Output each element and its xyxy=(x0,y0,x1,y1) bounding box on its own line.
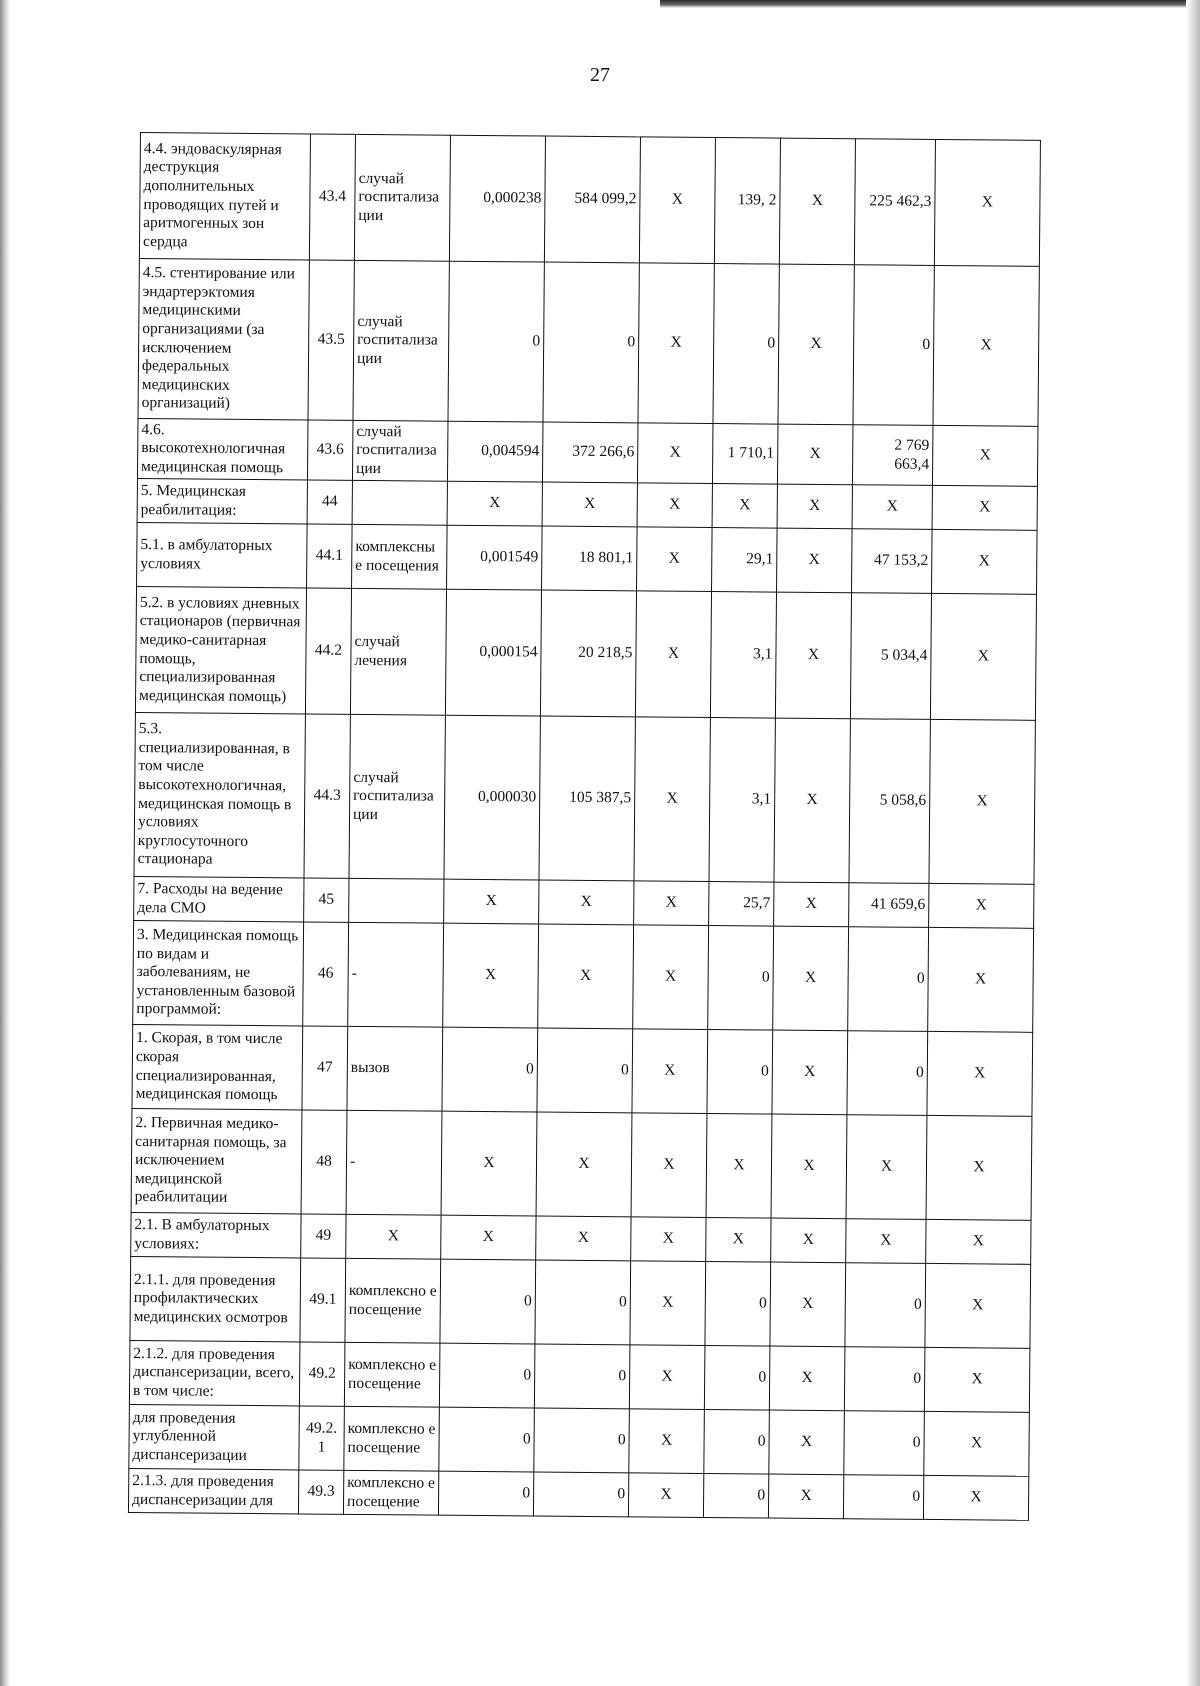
cell-value: X xyxy=(639,137,715,264)
cell-value: X xyxy=(631,1113,707,1218)
cell-value: X xyxy=(933,265,1039,426)
cell-value: 0,000154 xyxy=(445,589,541,716)
cell-value: 25,7 xyxy=(709,881,774,926)
cell-name: 5.1. в амбулаторных условиях xyxy=(137,522,308,587)
cell-value: X xyxy=(772,1030,848,1115)
cell-value: X xyxy=(846,1219,926,1264)
cell-value: 0 xyxy=(708,925,774,1030)
cell-value: 0 xyxy=(543,262,639,423)
cell-name: 1. Скорая, в том числе скорая специализированная, медицинская помощь xyxy=(132,1024,303,1109)
cell-unit: - xyxy=(346,1110,442,1215)
cell-value: 225 462,3 xyxy=(854,139,935,266)
cell-value: X xyxy=(542,482,637,527)
table-row xyxy=(128,1468,1028,1520)
cell-value: X xyxy=(536,1112,632,1217)
cell-code: 48 xyxy=(301,1110,347,1214)
cell-value: 0 xyxy=(703,1473,768,1518)
cell-code: 46 xyxy=(303,922,349,1026)
cell-code: 44.2 xyxy=(305,588,351,714)
cell-unit xyxy=(349,878,444,923)
cell-code: 43.4 xyxy=(309,134,355,260)
cell-value: 29,1 xyxy=(712,528,778,593)
cell-value: X xyxy=(775,592,851,719)
cell-value: X xyxy=(777,528,853,593)
cell-value: X xyxy=(712,484,777,529)
cell-value: 0 xyxy=(534,1344,630,1409)
cell-value: X xyxy=(637,527,713,592)
cell-code: 45 xyxy=(304,878,349,922)
cell-name: 5. Медицинская реабилитация: xyxy=(137,478,307,523)
cell-value: X xyxy=(929,883,1034,928)
cell-code: 43.5 xyxy=(308,260,354,420)
cell-unit: комплексно е посещение xyxy=(343,1470,438,1515)
cell-value: X xyxy=(768,1474,843,1519)
cell-value: X xyxy=(924,1347,1030,1412)
cell-value: X xyxy=(774,882,849,927)
cell-value: 0 xyxy=(847,1031,928,1116)
cell-name: для проведения углубленной диспансеризации xyxy=(129,1404,300,1469)
cell-value: X xyxy=(632,1029,708,1114)
cell-value: 0 xyxy=(448,261,544,422)
cell-name: 2.1.3. для проведения диспансеризации для xyxy=(128,1468,298,1513)
cell-code: 49.2 xyxy=(299,1342,345,1406)
table-row xyxy=(137,478,1037,530)
cell-value: X xyxy=(929,719,1035,884)
cell-value: X xyxy=(539,880,634,925)
table-row xyxy=(130,1256,1031,1348)
cell-name: 7. Расходы на ведение дела СМО xyxy=(134,876,304,921)
cell-name: 5.2. в условиях дневных стационаров (первичная медико-санитарная помощь, специализированная медицинская помощь) xyxy=(135,586,306,713)
cell-value: X xyxy=(634,881,709,926)
cell-value: 0,000238 xyxy=(449,135,545,262)
cell-value: X xyxy=(932,425,1038,486)
cell-value: 139, 2 xyxy=(714,138,780,265)
cell-value: 3,1 xyxy=(709,718,775,883)
table-row xyxy=(134,876,1034,928)
table-container xyxy=(128,132,1040,1521)
cell-value: X xyxy=(629,1345,705,1410)
cell-value: X xyxy=(769,1346,845,1411)
cell-value: X xyxy=(771,1114,847,1219)
table-row xyxy=(129,1404,1030,1476)
cell-code: 47 xyxy=(302,1026,348,1110)
cell-value: 0 xyxy=(844,1411,925,1476)
cell-value: X xyxy=(447,481,542,526)
cell-value: X xyxy=(777,484,852,529)
cell-value: 20 218,5 xyxy=(540,590,636,717)
cell-name: 3. Медицинская помощь по видам и заболеваниям, не установленным базовой программой: xyxy=(133,920,304,1025)
cell-value: 0 xyxy=(845,1263,926,1348)
cell-value: X xyxy=(930,593,1036,720)
cell-value: 1 710,1 xyxy=(712,424,778,485)
cell-value: 2 769 663,4 xyxy=(852,425,933,486)
cell-value: 0 xyxy=(537,1028,633,1113)
cell-unit: - xyxy=(348,922,444,1027)
scan-shadow-top xyxy=(660,0,1200,8)
cell-unit: комплексны е посещения xyxy=(352,524,448,589)
cell-value: X xyxy=(771,1218,846,1263)
cell-value: 47 153,2 xyxy=(852,529,933,594)
cell-value: X xyxy=(638,263,714,424)
cell-name: 2.1.1. для проведения профилактических медицинских осмотров xyxy=(130,1256,301,1341)
cell-code: 49.3 xyxy=(298,1470,343,1514)
scan-shadow-left xyxy=(0,0,10,1686)
cell-value: 0 xyxy=(713,264,779,425)
cell-value: X xyxy=(769,1410,845,1475)
cell-value: X xyxy=(443,923,539,1028)
table-row xyxy=(137,522,1038,594)
cell-name: 5.3. специализированная, в том числе высокотехнологичная, медицинская помощь в условиях круглосуточного стационара xyxy=(134,712,305,877)
cell-value: 0,001549 xyxy=(447,525,543,590)
cell-value: 0 xyxy=(844,1347,925,1412)
cell-name: 4.5. стентирование или эндартерэктомия медицинскими организациями (за исключением федеральных медицинских организаций) xyxy=(138,258,309,419)
table-row xyxy=(137,418,1037,486)
cell-value: 0,000030 xyxy=(444,715,540,880)
cell-value: X xyxy=(634,717,710,882)
cell-value: 0,004594 xyxy=(447,421,543,482)
cell-value: X xyxy=(926,1219,1031,1264)
cell-name: 2.1.2. для проведения диспансеризации, всего, в том числе: xyxy=(129,1340,300,1405)
cell-value: 18 801,1 xyxy=(542,526,638,591)
cell-code: 49.1 xyxy=(300,1258,346,1342)
cell-value: 0 xyxy=(704,1345,770,1410)
cell-value: 372 266,6 xyxy=(542,422,638,483)
cell-name: 4.6. высокотехнологичная медицинская помощь xyxy=(137,418,308,479)
cell-code: 44 xyxy=(307,480,352,524)
cell-value: 0 xyxy=(704,1409,770,1474)
cell-value: X xyxy=(924,1411,1030,1476)
cell-value: 5 058,6 xyxy=(849,719,930,884)
cell-value: 3,1 xyxy=(710,592,776,719)
cell-value: X xyxy=(629,1409,705,1474)
cell-value: X xyxy=(630,1261,706,1346)
cell-unit: случай госпитализа ции xyxy=(352,420,448,481)
cell-value: X xyxy=(932,485,1037,530)
cell-value: X xyxy=(928,927,1034,1032)
cell-value: 0 xyxy=(534,1408,630,1473)
table-row xyxy=(129,1340,1030,1412)
cell-value: 0 xyxy=(438,1471,533,1516)
cell-value: 584 099,2 xyxy=(544,136,640,263)
cell-value: X xyxy=(777,424,853,485)
table-row xyxy=(131,1108,1032,1220)
cell-code: 43.6 xyxy=(307,420,353,480)
cell-value: X xyxy=(706,1217,771,1262)
cell-value: X xyxy=(536,1216,631,1261)
cell-unit: комплексно е посещение xyxy=(344,1342,440,1407)
cell-value: X xyxy=(628,1473,703,1518)
table-row xyxy=(131,1212,1031,1264)
cell-value: 105 387,5 xyxy=(539,716,635,881)
cell-value: X xyxy=(635,591,711,718)
cell-value: X xyxy=(441,1111,537,1216)
table-row xyxy=(133,920,1034,1032)
cell-value: 0 xyxy=(853,265,934,426)
cell-value: X xyxy=(932,529,1038,594)
cell-value: X xyxy=(706,1113,772,1218)
cell-unit: случай лечения xyxy=(350,588,446,715)
cell-code: 49.2. 1 xyxy=(299,1406,345,1470)
cell-name: 4.4. эндоваскулярная деструкция дополнительных проводящих путей и аритмогенных зон сердца xyxy=(139,133,310,260)
tariff-table xyxy=(128,132,1041,1521)
cell-value: 0 xyxy=(439,1407,535,1472)
cell-code: 49 xyxy=(301,1214,346,1258)
cell-value: X xyxy=(779,138,855,265)
cell-name: 2.1. В амбулаторных условиях: xyxy=(131,1212,301,1257)
cell-unit: комплексно е посещение xyxy=(344,1406,440,1471)
cell-value: X xyxy=(926,1115,1032,1220)
cell-value: 0 xyxy=(705,1261,771,1346)
cell-value: X xyxy=(852,485,932,530)
cell-unit: вызов xyxy=(347,1026,443,1111)
cell-value: X xyxy=(770,1262,846,1347)
cell-value: X xyxy=(631,1217,706,1262)
table-row xyxy=(138,258,1039,426)
scan-shadow-right xyxy=(1186,0,1200,1686)
cell-value: 0 xyxy=(535,1260,631,1345)
cell-value: X xyxy=(923,1475,1028,1520)
cell-value: X xyxy=(441,1215,536,1260)
cell-value: X xyxy=(846,1115,927,1220)
cell-value: X xyxy=(444,879,539,924)
cell-value: 0 xyxy=(843,1475,923,1520)
cell-code: 44.1 xyxy=(307,524,353,588)
cell-value: X xyxy=(773,926,849,1031)
cell-code: 44.3 xyxy=(304,714,350,878)
cell-value: X xyxy=(637,483,712,528)
cell-unit: X xyxy=(346,1214,441,1259)
table-row xyxy=(132,1024,1033,1116)
cell-value: X xyxy=(774,718,850,883)
cell-value: X xyxy=(633,925,709,1030)
cell-value: 0 xyxy=(439,1343,535,1408)
cell-unit: комплексно е посещение xyxy=(345,1258,441,1343)
cell-unit xyxy=(352,480,447,525)
cell-value: X xyxy=(778,264,854,425)
cell-unit: случай госпитализа ции xyxy=(353,260,449,421)
cell-value: 41 659,6 xyxy=(849,883,929,928)
cell-value: 0 xyxy=(442,1027,538,1112)
cell-value: X xyxy=(538,924,634,1029)
cell-value: 0 xyxy=(707,1029,773,1114)
cell-unit: случай госпитализа ции xyxy=(349,714,445,879)
cell-value: X xyxy=(637,423,713,484)
cell-unit: случай госпитализа ции xyxy=(354,134,450,261)
page-number: 27 xyxy=(590,64,610,86)
table-row xyxy=(134,712,1035,884)
table-row xyxy=(139,133,1040,267)
cell-value: 0 xyxy=(440,1259,536,1344)
cell-value: 0 xyxy=(848,927,929,1032)
cell-value: X xyxy=(925,1263,1031,1348)
cell-value: 5 034,4 xyxy=(850,593,931,720)
cell-value: X xyxy=(927,1031,1033,1116)
cell-name: 2. Первичная медико-санитарная помощь, за исключением медицинской реабилитации xyxy=(131,1108,302,1213)
cell-value: X xyxy=(934,139,1040,266)
cell-value: 0 xyxy=(533,1472,628,1517)
table-row xyxy=(135,586,1036,720)
